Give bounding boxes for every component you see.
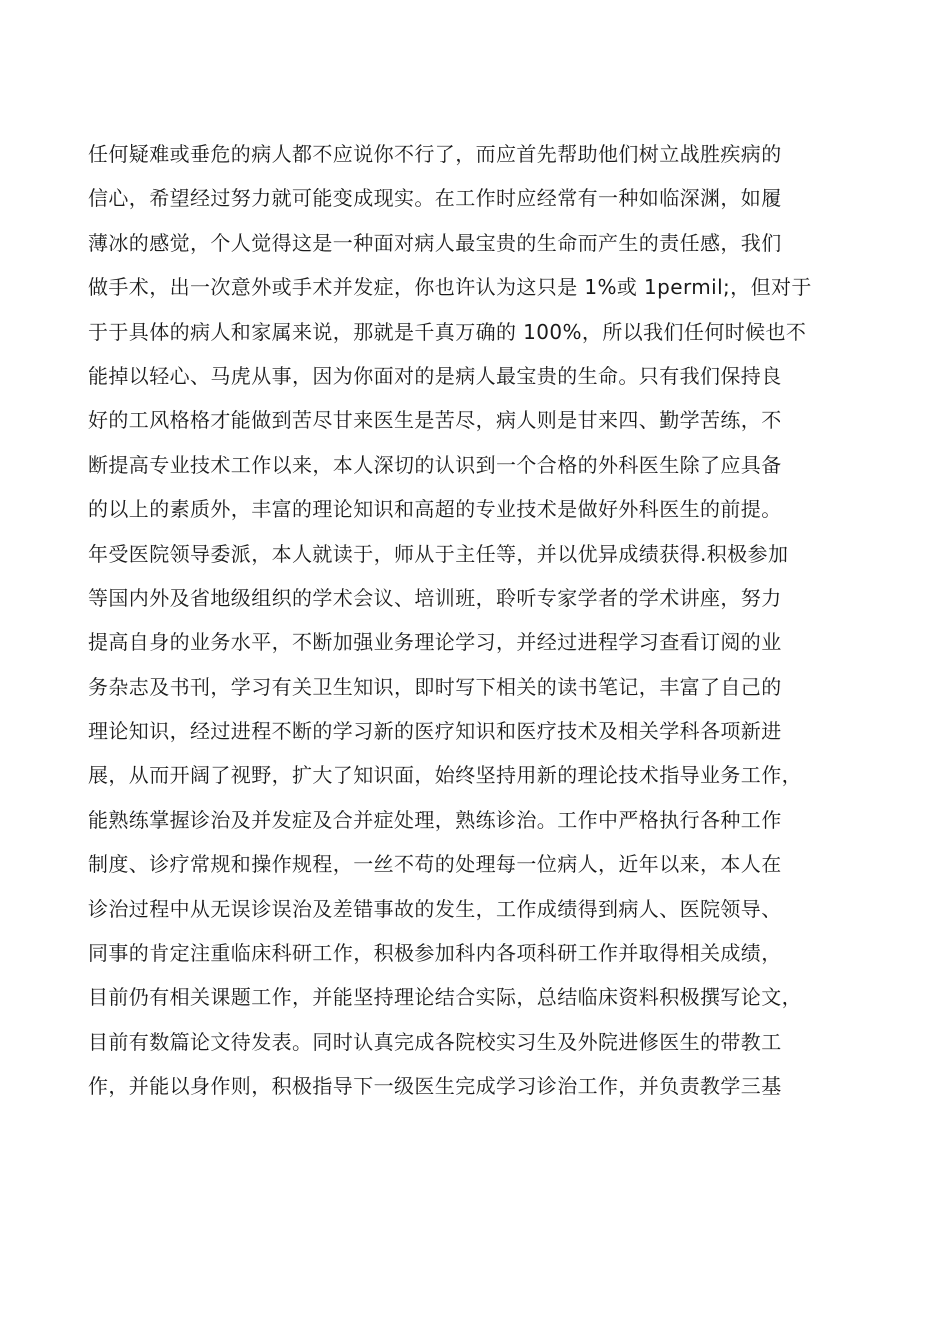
text-line: 好的工风格格才能做到苦尽甘来医生是苦尽，病人则是甘来四、勤学苦练，不 (88, 408, 782, 433)
text-line: 信心，希望经过努力就可能变成现实。在工作时应经常有一种如临深渊，如履 (88, 186, 782, 211)
text-line: 目前有数篇论文待发表。同时认真完成各院校实习生及外院进修医生的带教工 (88, 1029, 782, 1054)
text-line: 作，并能以身作则，积极指导下一级医生完成学习诊治工作，并负责教学三基 (88, 1074, 782, 1099)
text-line: 做手术，出一次意外或手术并发症，你也许认为这只是 1%或 1permil;，但对于 (88, 275, 812, 300)
text-line: 同事的肯定注重临床科研工作，积极参加科内各项科研工作并取得相关成绩， (88, 941, 782, 966)
text-line: 务杂志及书刊，学习有关卫生知识，即时写下相关的读书笔记，丰富了自己的 (88, 674, 782, 699)
text-line: 的以上的素质外，丰富的理论知识和高超的专业技术是做好外科医生的前提。 (88, 497, 782, 522)
text-line: 断提高专业技术工作以来，本人深切的认识到一个合格的外科医生除了应具备 (88, 452, 782, 477)
text-line: 提高自身的业务水平，不断加强业务理论学习，并经过进程学习查看订阅的业 (88, 630, 782, 655)
text-line: 等国内外及省地级组织的学术会议、培训班，聆听专家学者的学术讲座，努力 (88, 585, 782, 610)
text-line: 能熟练掌握诊治及并发症及合并症处理，熟练诊治。工作中严格执行各种工作 (88, 807, 782, 832)
text-line: 于于具体的病人和家属来说，那就是千真万确的 100%，所以我们任何时候也不 (88, 319, 807, 344)
text-line: 制度、诊疗常规和操作规程，一丝不苟的处理每一位病人，近年以来，本人在 (88, 852, 782, 877)
body-text (88, 132, 888, 1109)
text-line: 年受医院领导委派，本人就读于，师从于主任等，并以优异成绩获得.积极参加 (88, 541, 789, 566)
text-line: 目前仍有相关课题工作，并能坚持理论结合实际，总结临床资料积极撰写论文， (88, 985, 802, 1010)
text-line: 薄冰的感觉，个人觉得这是一种面对病人最宝贵的生命而产生的责任感，我们 (88, 230, 782, 255)
text-line: 诊治过程中从无误诊误治及差错事故的发生，工作成绩得到病人、医院领导、 (88, 896, 782, 921)
text-line: 理论知识，经过进程不断的学习新的医疗知识和医疗技术及相关学科各项新进 (88, 719, 782, 744)
text-line: 展，从而开阔了视野，扩大了知识面，始终坚持用新的理论技术指导业务工作， (88, 763, 802, 788)
text-line: 能掉以轻心、马虎从事，因为你面对的是病人最宝贵的生命。只有我们保持良 (88, 363, 782, 388)
text-line: 任何疑难或垂危的病人都不应说你不行了，而应首先帮助他们树立战胜疾病的 (88, 142, 782, 166)
